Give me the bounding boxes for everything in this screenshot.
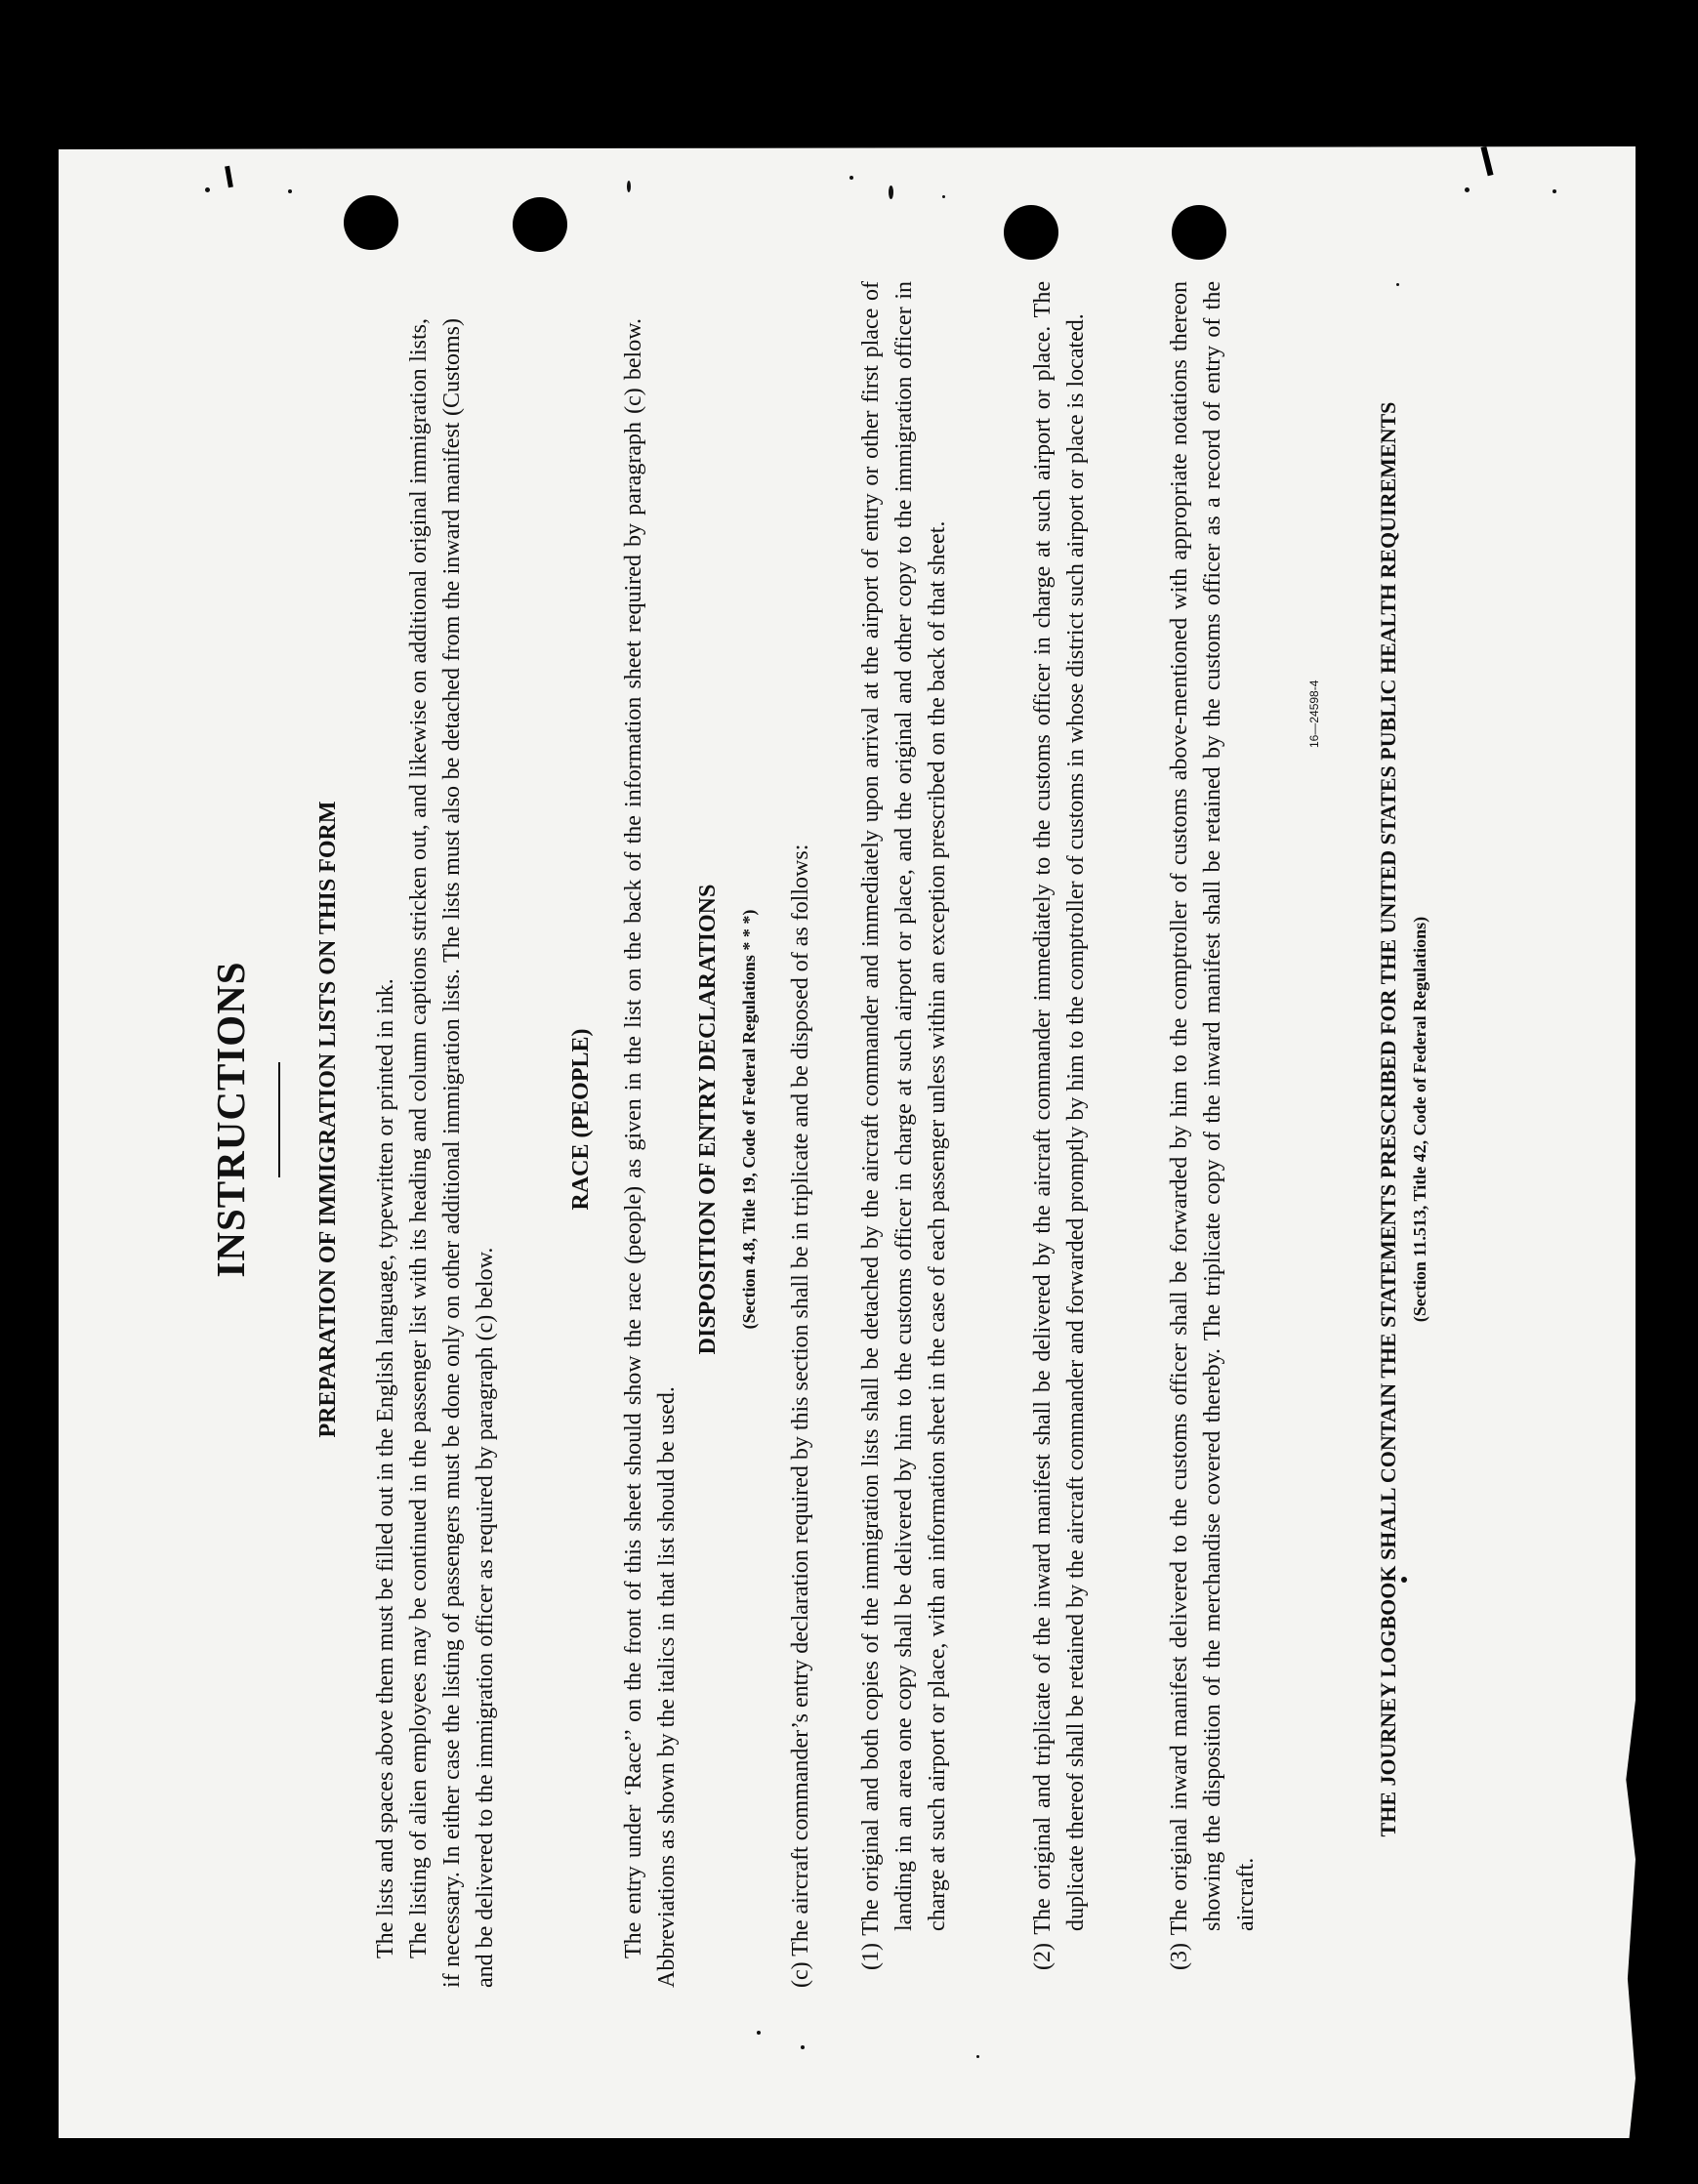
race-body [617,318,683,1988]
dust-speck [1465,187,1470,192]
disposition-citation: (Section 4.8, Title 19, Code of Federal Regulations * * *) [738,909,759,1329]
dust-speck [627,181,631,192]
disposition-intro-text: (c) The aircraft commander’s entry declaration required by this section shall be in triplicate and be disposed of as follows: [787,844,813,1988]
preparation-paragraph: The listing of alien employees may be continued in the passenger list with its heading and column captions stricken out, and likewise on additional original immigration lists, if necessary. In either case the listing of passengers must be done only on other additional immigration lists. The lists must also be detached from the inward manifest (Customs) and be delivered to the immigration officer as required by paragraph (c) below. [405,317,498,1988]
race-paragraph: The entry under ‘Race’’ on the front of this sheet should show the race (people) as given in the list on the back of the information sheet required by paragraph (c) below. Abbreviations as shown by the italics in that list should be used. [620,317,680,1988]
title-rule [278,1062,280,1177]
disposition-heading: DISPOSITION OF ENTRY DECLARATIONS [694,884,721,1354]
race-heading: RACE (PEOPLE) [567,1028,594,1210]
dust-speck [288,189,292,193]
disposition-item-3: (3) The original inward manifest delivered to the customs officer shall be forwarded by him to the comptroller of customs above-mentioned with appropriate notations thereon showing the disposition of the merchandise covered thereby. The triplicate copy of the inward manifest shall be retained by the customs officer as a record of entry of the aircraft. [1166,280,1259,1970]
disposition-intro [784,318,817,1988]
dust-speck [889,185,893,199]
disposition-item-2: (2) The original and triplicate of the inward manifest shall be delivered by the aircraft commander immediately to the customs officer in charge at such airport or place. The duplicate thereof shall be retained by the aircraft commander and forwarded promptly by him to the comptroller of customs in whose district such airport or place is located. [1029,280,1089,1970]
footer-statement: THE JOURNEY LOGBOOK SHALL CONTAIN THE STATEMENTS PRESCRIBED FOR THE UNITED STATES PUBLIC HEALTH REQUIREMENTS [1375,401,1400,1836]
dust-speck [205,187,210,192]
footer-citation: (Section 11.513, Title 42, Code of Federal Regulations) [1409,916,1429,1322]
dust-speck [49,229,53,233]
dust-speck [849,176,853,180]
dust-speck [801,2045,805,2049]
preparation-body [369,318,502,1988]
preparation-heading: PREPARATION OF IMMIGRATION LISTS ON THIS FORM [314,800,341,1438]
staple-mark [225,166,233,188]
disposition-item-1: (1) The original and both copies of the immigration lists shall be detached by the aircraft commander and immediately upon arrival at the airport of entry or other first place of landing in an area one copy shall be delivered by him to the customs officer in charge at such airport or place, and the original and other copy to the immigration officer in charge at such airport or place, with an information sheet in the case of each passenger unless within an exception prescribed on the back of that sheet. [857,280,950,1970]
preparation-paragraph: The lists and spaces above them must be filled out in the English language, typewritten or printed in ink. [372,977,398,1958]
staple-mark [1480,146,1493,177]
instructions-text-layer [208,222,1515,2017]
dust-speck [942,195,945,198]
form-number: 16—24598-4 [1306,680,1321,748]
dust-speck [1553,189,1556,193]
page-title: INSTRUCTIONS [207,960,253,1278]
dust-speck [757,2031,761,2035]
dust-speck [976,2055,979,2058]
